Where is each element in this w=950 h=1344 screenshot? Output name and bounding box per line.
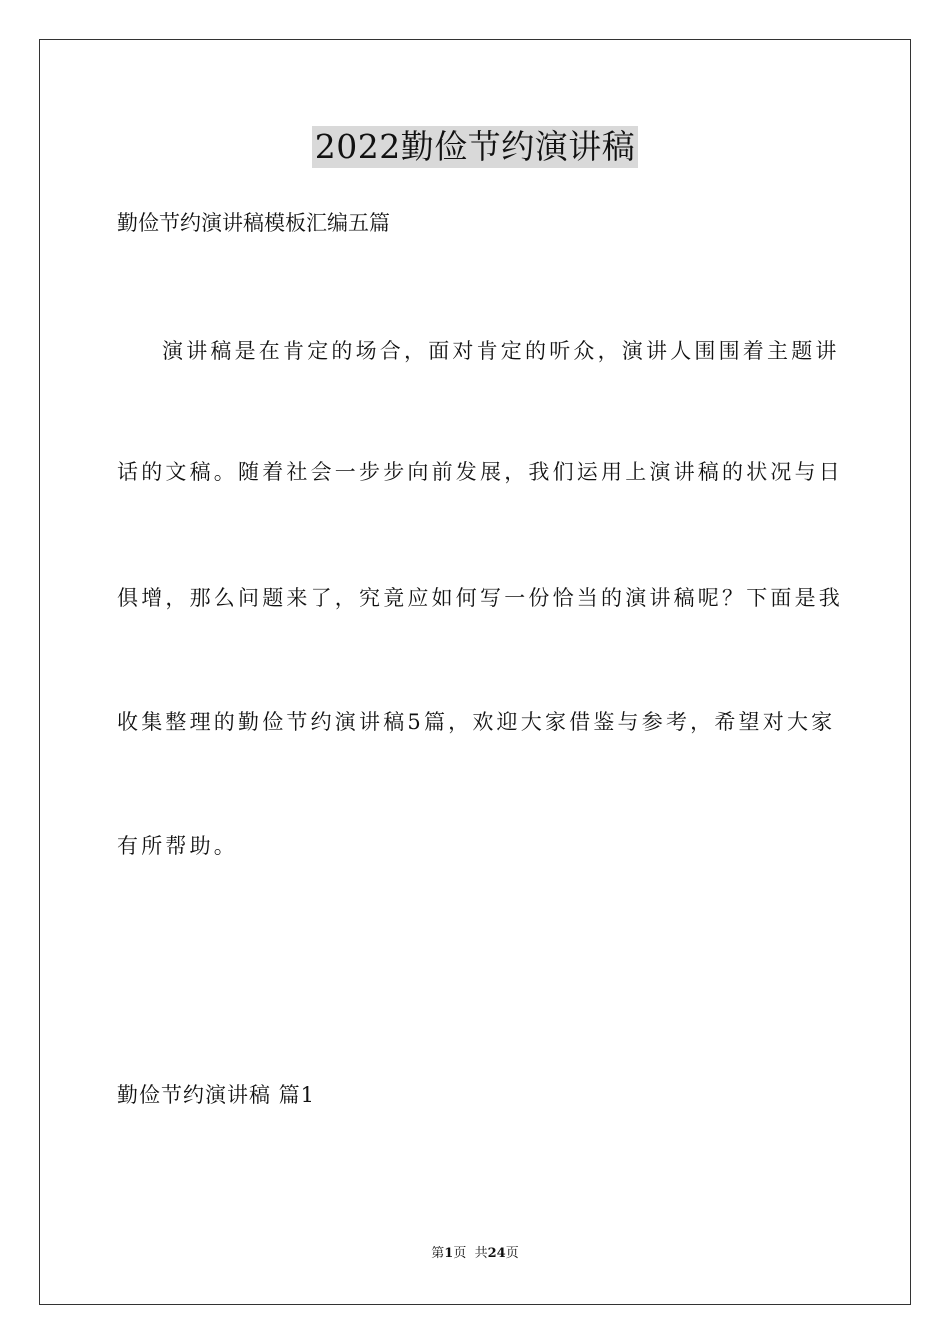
footer-page-prefix: 第: [431, 1246, 445, 1261]
intro-line-5: 有所帮助。: [117, 834, 238, 858]
document-title: 2022勤俭节约演讲稿: [312, 126, 638, 168]
footer-page-mid: 页 共: [453, 1246, 488, 1261]
intro-line-4: 收集整理的勤俭节约演讲稿5篇，欢迎大家借鉴与参考，希望对大家: [117, 710, 836, 734]
title-container: [0, 126, 950, 168]
intro-line-3: 俱增，那么问题来了，究竟应如何写一份恰当的演讲稿呢？下面是我: [117, 586, 843, 610]
document-subtitle: 勤俭节约演讲稿模板汇编五篇: [117, 211, 390, 235]
intro-line-2: 话的文稿。随着社会一步步向前发展，我们运用上演讲稿的状况与日: [117, 460, 843, 484]
page-footer: [0, 1245, 950, 1263]
section-heading: 勤俭节约演讲稿 篇1: [117, 1083, 316, 1107]
footer-page-total: 24: [487, 1246, 506, 1261]
footer-page-suffix: 页: [505, 1246, 519, 1261]
intro-line-1: 演讲稿是在肯定的场合，面对肯定的听众，演讲人围围着主题讲: [162, 339, 840, 363]
footer-page-current: 1: [444, 1246, 454, 1261]
